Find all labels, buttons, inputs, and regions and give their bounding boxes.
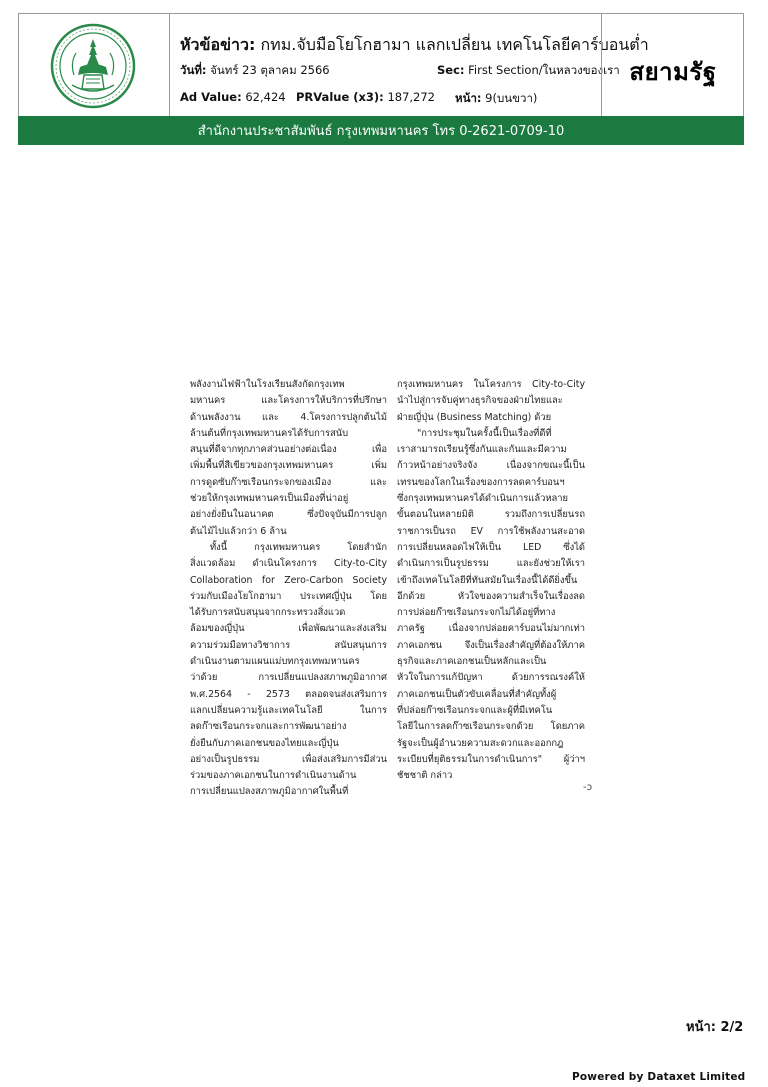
page-value: 9(บนขวา) [485, 91, 538, 105]
article-line: ความร่วมมือทางวิชาการ สนับสนุนการ [190, 639, 387, 651]
pr-value-group [296, 90, 435, 104]
article-line: ร่วมกับเมืองโยโกฮามา ประเทศญี่ปุ่น โดย [190, 590, 387, 602]
article-line: ที่ปล่อยก๊าซเรือนกระจกและผู้ที่มีเทคโน [397, 704, 553, 716]
article-line: อย่างเป็นรูปธรรม เพื่อส่งเสริมการมีส่วน [190, 753, 387, 765]
article-line: ล้านต้นที่กรุงเทพมหานครได้รับการสนับ [190, 427, 349, 439]
pr-value-label: PRValue (x3): [296, 90, 384, 104]
article-line: ทั้งนี้ กรุงเทพมหานคร โดยสำนัก [210, 541, 387, 553]
article-line: ช่วยให้กรุงเทพมหานครเป็นเมืองที่น่าอยู่ [190, 493, 349, 505]
article-line: เทรนของโลกในเรื่องของการลดคาร์บอนฯ [397, 476, 565, 488]
article-line: เข้าถึงเทคโนโลยีที่ทันสมัยในเรื่องนี้ได้ดียิ่งขึ้น [397, 574, 578, 586]
section-info [437, 62, 620, 80]
article-line: ภาครัฐ เนื่องจากปล่อยคาร์บอนไม่มากเท่า [397, 623, 585, 635]
article-line: โลยีในการลดก๊าซเรือนกระจกด้วย โดยภาค [397, 721, 585, 733]
article-line: ซึ่งกรุงเทพมหานครได้ดำเนินการแล้วหลาย [397, 493, 569, 505]
pr-value: 187,272 [387, 90, 435, 104]
article-line: พ.ศ.2564 - 2573 ตลอดจนส่งเสริมการ [190, 688, 387, 700]
article-line: Collaboration for Zero-Carbon Society [190, 574, 387, 586]
article-line: อย่างยั่งยืนในอนาคต ซึ่งปัจจุบันมีการปลูก [190, 509, 387, 521]
logo-cell [19, 14, 170, 117]
article-line: เราสามารถเรียนรู้ซึ่งกันและกันและมีความ [397, 444, 567, 456]
headline-text: กทม.จับมือโยโกฮามา แลกเปลี่ยน เทคโนโลยีคาร์บอนต่ำ [260, 35, 649, 54]
section-value: First Section/ในหลวงของเรา [468, 63, 620, 77]
article-line: การเปลี่ยนหลอดไฟให้เป็น LED ซึ่งได้ [397, 541, 585, 553]
date-label: วันที่: [180, 63, 207, 77]
clipping-header [18, 13, 744, 118]
article-line: การปล่อยก๊าซเรือนกระจกไม่ได้อยู่ที่ทาง [397, 607, 556, 619]
section-label: Sec: [437, 63, 465, 77]
date-value: จันทร์ 23 ตุลาคม 2566 [210, 63, 330, 77]
article-line: ต้นไม้ไปแล้วกว่า 6 ล้าน [190, 525, 287, 537]
article-line: ราชการเป็นรถ EV การใช้พลังงานสะอาด [397, 525, 585, 537]
headline-row [180, 33, 649, 58]
article-line: รัฐจะเป็นผู้อำนวยความสะดวกและออกกฎ [397, 737, 564, 749]
ad-value-label: Ad Value: [180, 90, 242, 104]
article-line: การดูดซับก๊าซเรือนกระจกของเมือง และ [190, 476, 387, 488]
article-line: สนุนที่ดีจากทุกภาคส่วนอย่างต่อเนื่อง เพื่อ [190, 444, 387, 456]
date-row [180, 62, 620, 80]
page-group [455, 90, 537, 108]
page-number: หน้า: 2/2 [686, 1020, 744, 1035]
clipping-info [170, 14, 649, 117]
article-line: อีกด้วย หัวใจของความสำเร็จในเรื่องลด [397, 590, 585, 602]
article-line: เพิ่มพื้นที่สีเขียวของกรุงเทพมหานคร เพิ่ม [190, 460, 387, 472]
bma-seal-logo [50, 23, 136, 109]
article-line: หัวใจในการแก้ปัญหา ด้วยการรณรงค์ให้ [397, 672, 585, 684]
publication-cell [601, 14, 744, 117]
article-line: ฝ่ายญี่ปุ่น (Business Matching) ด้วย [397, 411, 552, 423]
article-line: สิ่งแวดล้อม ดำเนินโครงการ City-to-City [190, 558, 387, 570]
article-line: ได้รับการสนับสนุนจากกระทรวงสิ่งแวด [190, 607, 346, 619]
article-line: พลังงานไฟฟ้าในโรงเรียนสังกัดกรุงเทพ [190, 379, 345, 390]
article-line: ล้อมของญี่ปุ่น เพื่อพัฒนาและส่งเสริม [190, 623, 387, 635]
article-line: การเปลี่ยนแปลงสภาพภูมิอากาศในพื้นที่ [190, 786, 349, 798]
article-line: กรุงเทพมหานคร ในโครงการ City-to-City [397, 379, 585, 390]
headline-label: หัวข้อข่าว: [180, 35, 256, 54]
article-line: "การประชุมในครั้งนี้เป็นเรื่องที่ดีที่ [417, 427, 552, 439]
article-line: ธุรกิจและภาคเอกชนเป็นหลักและเป็น [397, 656, 547, 668]
article-line: ชัชชาติ กล่าว [397, 770, 453, 782]
article-line: แลกเปลี่ยนความรู้และเทคโนโลยี ในการ [190, 704, 387, 716]
article-line: ภาคเอกชน จึงเป็นเรื่องสำคัญที่ต้องให้ภาค [397, 639, 585, 651]
publication-name: สยามรัฐ [629, 58, 717, 86]
article-line: ดำเนินการเป็นรูปธรรม และยังช่วยให้เรา [397, 558, 585, 570]
article-column-2 [397, 377, 585, 784]
article-line: ด้านพลังงาน และ 4.โครงการปลูกต้นไม้ [190, 411, 387, 423]
continuation-mark: -ↄ [583, 782, 593, 793]
article-line: ขั้นตอนในหลายมิติ รวมถึงการเปลี่ยนรถ [397, 509, 585, 521]
article-line: ดำเนินงานตามแผนแม่บทกรุงเทพมหานคร [190, 656, 360, 668]
page-label: หน้า: [455, 91, 482, 105]
article-line: มหานคร และโครงการให้บริการที่ปรึกษา [190, 395, 387, 407]
powered-by: Powered by Dataxet Limited [572, 1071, 746, 1083]
article-line: นำไปสู่การจับคู่ทางธุรกิจของฝ่ายไทยและ [397, 395, 563, 407]
article-line: ว่าด้วย การเปลี่ยนแปลงสภาพภูมิอากาศ [190, 672, 387, 684]
article-line: ร่วมของภาคเอกชนในการดำเนินงานด้าน [190, 770, 357, 782]
contact-banner: สำนักงานประชาสัมพันธ์ กรุงเทพมหานคร โทร 0-2621-0709-10 [18, 116, 744, 145]
article-line: ก้าวหน้าอย่างจริงจัง เนื่องจากขณะนี้เป็น [397, 460, 585, 472]
article-column-1 [190, 377, 387, 801]
article-line: ยั่งยืนกับภาคเอกชนของไทยและญี่ปุ่น [190, 737, 339, 749]
article-line: ระเบียบที่ยุติธรรมในการดำเนินการ" ผู้ว่าฯ [397, 753, 585, 765]
article-line: ลดก๊าซเรือนกระจกและการพัฒนาอย่าง [190, 721, 347, 733]
article-line: ภาคเอกชนเป็นตัวขับเคลื่อนที่สำคัญทั้งผู้ [397, 688, 557, 700]
value-row [180, 90, 600, 104]
ad-value: 62,424 [245, 90, 286, 104]
